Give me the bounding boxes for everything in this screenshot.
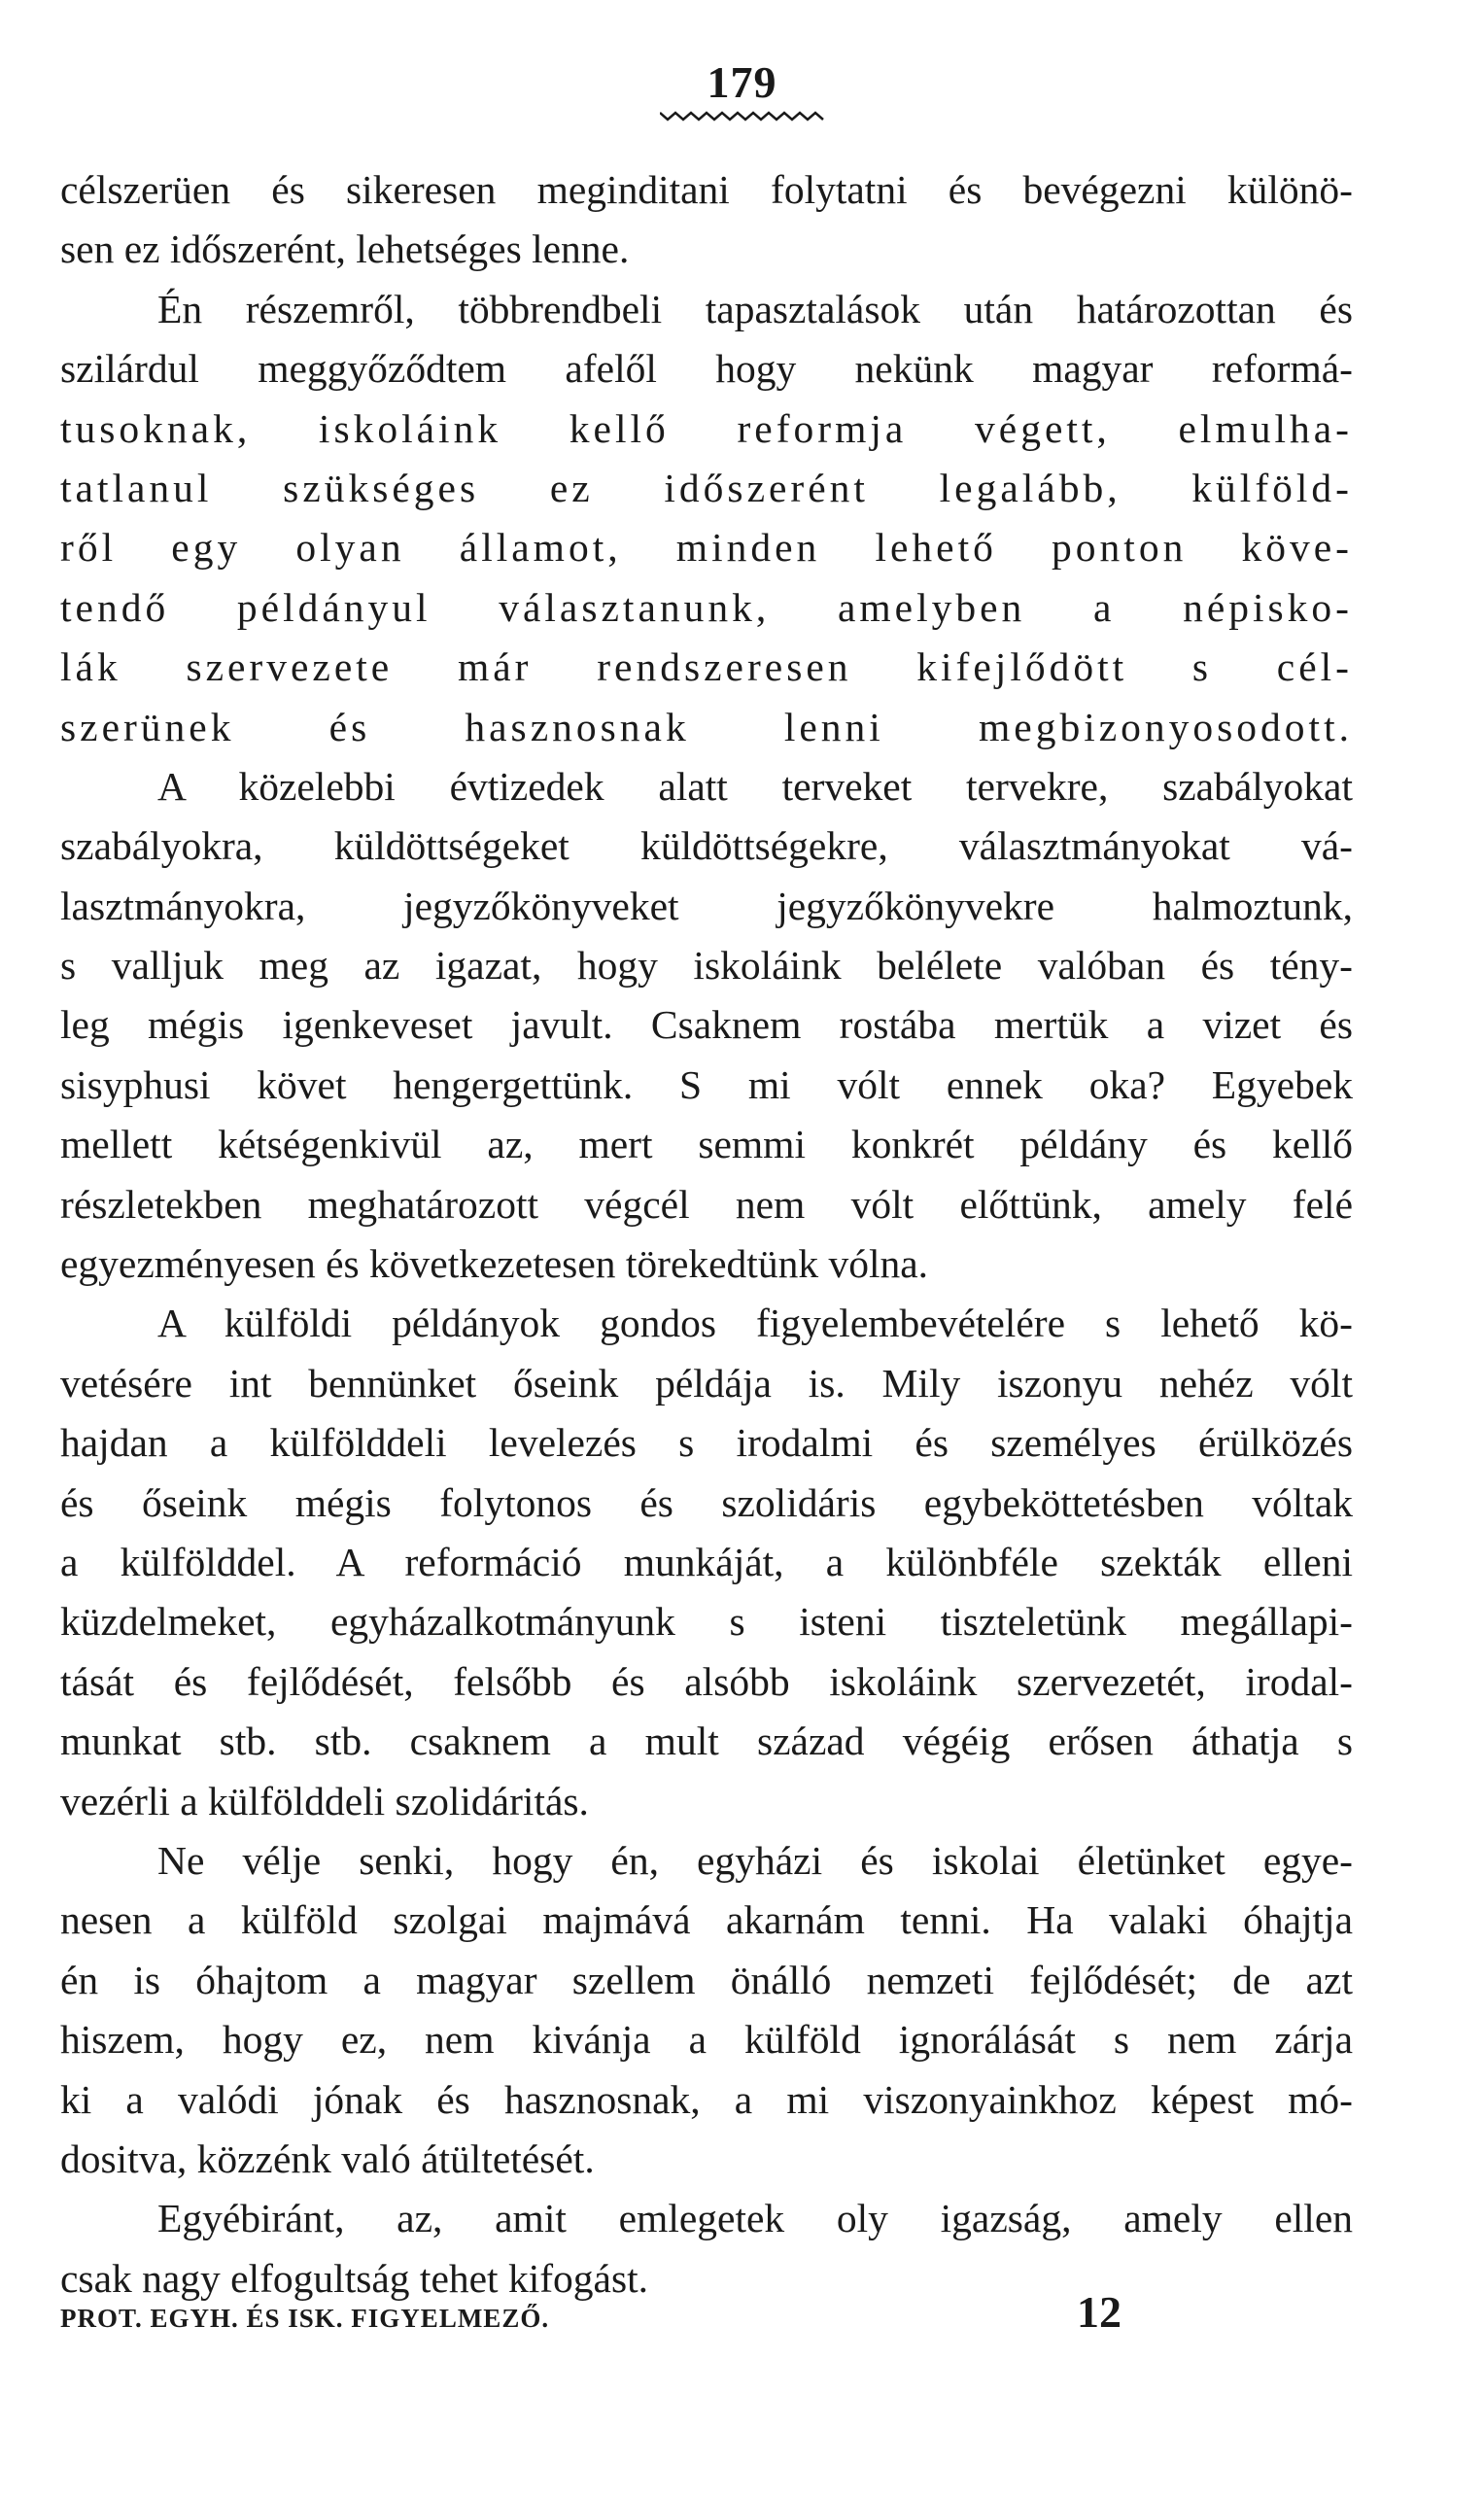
sheet-signature-number: 12 <box>1077 2287 1122 2337</box>
text-line: és őseink mégis folytonos és szolidáris egybeköttetésben vóltak <box>60 1479 1353 1525</box>
text-line: mellett kétségenkivül az, mert semmi konkrét példány és kellő <box>60 1122 1353 1167</box>
text-line: Ne vélje senki, hogy én, egyházi és iskolai életünket egye- <box>157 1837 1353 1883</box>
text-line: lák szervezete már rendszeresen kifejlődött s cél- <box>60 644 1353 690</box>
text-line: munkat stb. stb. csaknem a mult század végéig erősen áthatja s <box>60 1719 1353 1764</box>
text-line: dositva, közzénk való átültetését. <box>60 2135 595 2181</box>
text-line: tását és fejlődését, felsőbb és alsóbb iskoláink szervezetét, irodal- <box>60 1658 1353 1704</box>
text-line: nesen a külföld szolgai majmává akarnám tenni. Ha valaki óhajtja <box>60 1897 1353 1943</box>
text-line: tusoknak, iskoláink kellő reformja végett, elmulha- <box>60 405 1353 451</box>
text-line: sen ez időszerént, lehetséges lenne. <box>60 226 630 272</box>
text-line: A közelebbi évtizedek alatt terveket tervekre, szabályokat <box>157 763 1353 809</box>
text-line: szilárdul meggyőződtem afelől hogy nekünk magyar reformá- <box>60 346 1353 392</box>
text-line: tatlanul szükséges ez időszerént legalább, külföld- <box>60 465 1353 510</box>
text-line: csak nagy elfogultság tehet kifogást. <box>60 2255 649 2301</box>
text-line: részletekben meghatározott végcél nem vólt előttünk, amely felé <box>60 1181 1353 1227</box>
text-line: szabályokra, küldöttségeket küldöttségekre, választmányokat vá- <box>60 823 1353 869</box>
ornament-rule <box>0 109 1484 127</box>
text-line: Én részemről, többrendbeli tapasztalások után határozottan és <box>157 286 1353 331</box>
text-line: a külfölddel. A reformáció munkáját, a különbféle szekták elleni <box>60 1539 1353 1584</box>
text-line: ről egy olyan államot, minden lehető ponton köve- <box>60 525 1353 571</box>
text-line: szerünek és hasznosnak lenni megbizonyosodott. <box>60 704 1353 749</box>
text-line: én is óhajtom a magyar szellem önálló nemzeti fejlődését; de azt <box>60 1957 1353 2002</box>
footer-signature-line: PROT. EGYH. ÉS ISK. FIGYELMEZŐ. <box>60 2304 550 2333</box>
wavy-rule-icon <box>660 109 825 122</box>
text-line: vezérli a külfölddeli szolidáritás. <box>60 1778 589 1823</box>
text-line: leg mégis igenkeveset javult. Csaknem rostába mertük a vizet és <box>60 1002 1353 1048</box>
text-line: küzdelmeket, egyházalkotmányunk s isteni tiszteletünk megállapi- <box>60 1599 1353 1645</box>
text-line: sisyphusi követ hengergettünk. S mi vólt ennek oka? Egyebek <box>60 1061 1353 1107</box>
text-line: vetésére int bennünket őseink példája is. Mily iszonyu nehéz vólt <box>60 1360 1353 1406</box>
text-line: tendő példányul választanunk, amelyben a népisko- <box>60 584 1353 630</box>
text-line: lasztmányokra, jegyzőkönyveket jegyzőkönyvekre halmoztunk, <box>60 883 1353 928</box>
text-line: ki a valódi jónak és hasznosnak, a mi viszonyainkhoz képest mó- <box>60 2076 1353 2122</box>
text-line: Egyébiránt, az, amit emlegetek oly igazság, amely ellen <box>157 2196 1353 2241</box>
text-line: célszerüen és sikeresen meginditani folytatni és bevégezni különö- <box>60 167 1353 212</box>
body-text <box>60 160 1353 2309</box>
text-line: s valljuk meg az igazat, hogy iskoláink belélete valóban és tény- <box>60 943 1353 989</box>
text-line: egyezményesen és következetesen törekedtünk vólna. <box>60 1241 929 1287</box>
text-line: A külföldi példányok gondos figyelembevételére s lehető kö- <box>157 1301 1353 1346</box>
text-line: hajdan a külfölddeli levelezés s irodalmi és személyes érülközés <box>60 1420 1353 1466</box>
page-number: 179 <box>707 57 777 107</box>
text-line: hiszem, hogy ez, nem kivánja a külföld ignorálását s nem zárja <box>60 2017 1353 2063</box>
